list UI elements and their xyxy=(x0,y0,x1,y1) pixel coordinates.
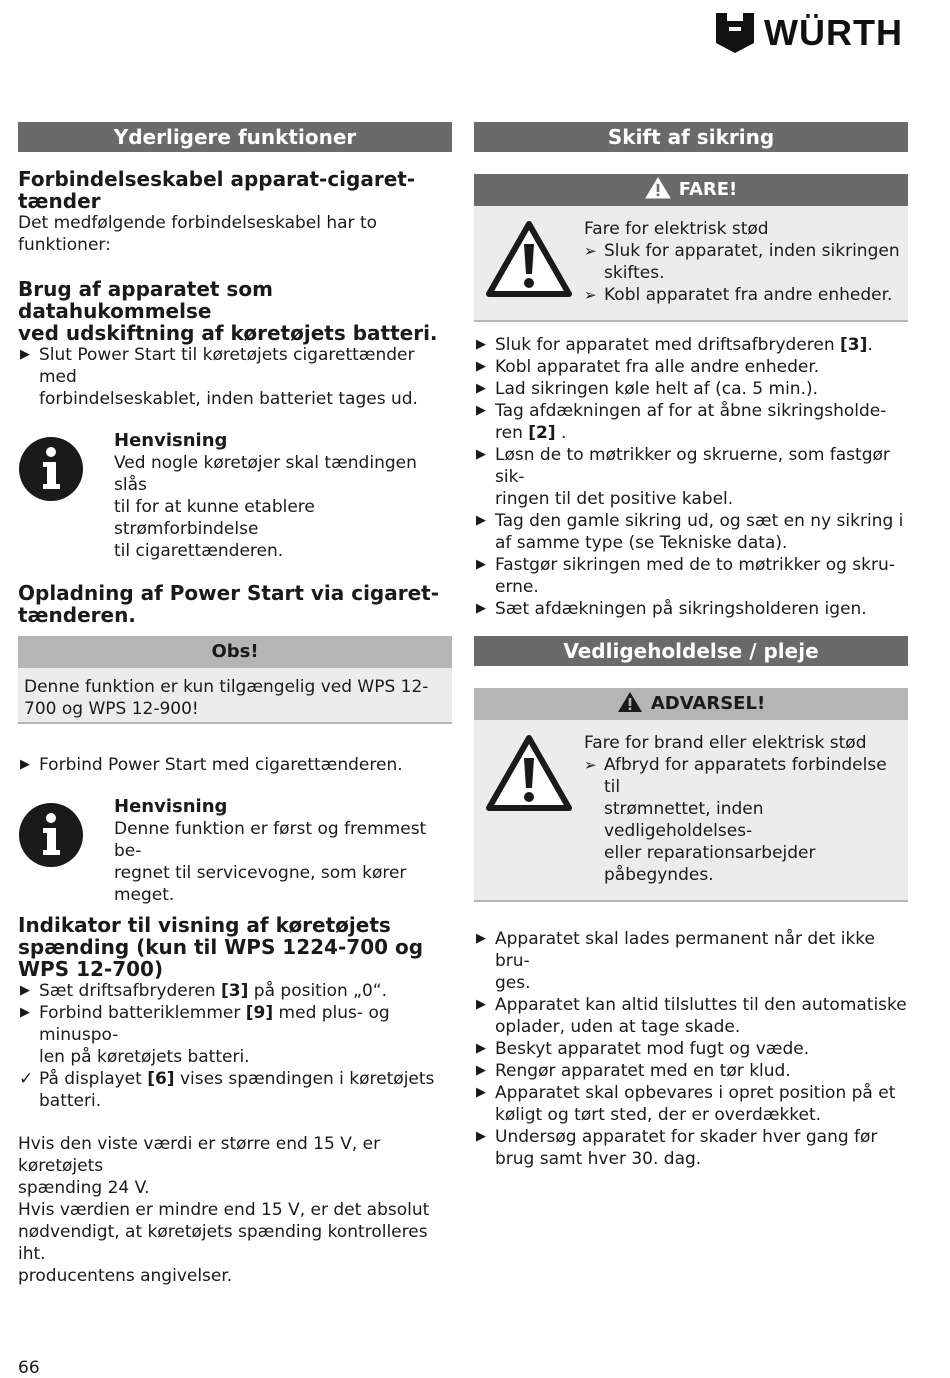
list-item-text: Tag afdækningen af for at åbne sikringsholde- xyxy=(495,401,887,421)
note-text-line: til cigarettænderen. xyxy=(114,541,284,561)
list-item xyxy=(18,344,452,410)
list-item-text: Sluk for apparatet med driftsafbryderen xyxy=(495,335,841,355)
list-item-text: vises spændingen i køretøjets xyxy=(174,1069,435,1089)
warning-title: ADVARSEL! xyxy=(650,693,766,714)
cable-text-line-2: funktioner: xyxy=(18,235,111,255)
list-item-text: skiftes. xyxy=(604,263,665,283)
list-item xyxy=(474,378,908,400)
list-item-text: ringen til det positive kabel. xyxy=(495,489,734,509)
warning-heading: Fare for brand eller elektrisk stød xyxy=(584,733,867,753)
list-item xyxy=(474,554,908,598)
list-item-text: brug samt hver 30. dag. xyxy=(495,1149,702,1169)
arrow-bullet-icon: ▶ xyxy=(476,997,486,1012)
note-text-line: Ved nogle køretøjer skal tændingen slås xyxy=(114,453,417,495)
cable-heading-line-1: Forbindelseskabel apparat-cigaret- xyxy=(18,167,416,191)
section-title-additional-functions: Yderligere funktioner xyxy=(18,122,452,152)
list-item-text: strømnettet, inden vedligeholdelses- xyxy=(604,799,764,841)
list-item-text: len på køretøjets batteri. xyxy=(39,1047,250,1067)
voltage-paragraph xyxy=(18,1133,452,1287)
paragraph-line: producentens angivelser. xyxy=(18,1266,233,1286)
left-column xyxy=(18,122,452,1287)
danger-title: FARE! xyxy=(678,179,738,200)
danger-box xyxy=(474,174,908,322)
list-item xyxy=(474,1082,908,1126)
memory-list xyxy=(18,344,452,410)
list-item-text: forbindelseskablet, inden batteriet tages ud. xyxy=(39,389,418,409)
indicator-heading-line-1: Indikator til visning af køretøjets xyxy=(18,913,391,937)
list-item-text: Forbind batteriklemmer xyxy=(39,1003,246,1023)
list-item xyxy=(474,928,908,994)
list-item xyxy=(18,1068,452,1112)
list-item-text: påbegyndes. xyxy=(604,865,714,885)
right-column xyxy=(474,122,908,1170)
warning-body xyxy=(474,720,908,902)
list-item-text: . xyxy=(555,423,567,443)
list-item-text: Undersøg apparatet for skader hver gang før xyxy=(495,1127,878,1147)
arrow-bullet-icon: ▶ xyxy=(476,337,486,352)
wurth-logo-mark-icon xyxy=(716,13,754,53)
list-item xyxy=(474,356,908,378)
arrow-bullet-icon: ▶ xyxy=(476,513,486,528)
cable-heading xyxy=(18,168,452,212)
note-box-1 xyxy=(18,430,452,562)
list-item xyxy=(474,510,908,554)
note-title: Henvisning xyxy=(114,796,228,817)
charge-heading xyxy=(18,582,452,626)
arrow-bullet-icon: ▶ xyxy=(476,931,486,946)
warning-header xyxy=(474,688,908,720)
chevron-right-icon: ➢ xyxy=(584,756,597,774)
memory-heading-line-1: Brug af apparatet som datahukommelse xyxy=(18,277,273,323)
list-item-text: Tag den gamle sikring ud, og sæt en ny sikring i xyxy=(495,511,904,531)
obs-body xyxy=(18,668,452,724)
list-item-text: På displayet xyxy=(39,1069,148,1089)
component-ref: [6] xyxy=(147,1069,175,1089)
list-item-text: Fastgør sikringen med de to møtrikker og skru- xyxy=(495,555,895,575)
charge-heading-line-1: Opladning af Power Start via cigaret- xyxy=(18,581,440,605)
component-ref: [2] xyxy=(528,423,556,443)
arrow-bullet-icon: ▶ xyxy=(476,1041,486,1056)
arrow-bullet-icon: ▶ xyxy=(476,381,486,396)
indicator-list xyxy=(18,980,452,1112)
danger-header xyxy=(474,174,908,206)
list-item xyxy=(18,754,452,776)
list-item-text: Apparatet skal opbevares i opret position på et xyxy=(495,1083,896,1103)
list-item-text: Sæt afdækningen på sikringsholderen igen. xyxy=(495,599,867,619)
list-item-text: Rengør apparatet med en tør klud. xyxy=(495,1061,791,1081)
info-icon xyxy=(18,796,114,906)
list-item-text: eller reparationsarbejder xyxy=(604,843,816,863)
arrow-bullet-icon: ▶ xyxy=(20,347,30,362)
warning-triangle-icon xyxy=(474,218,584,306)
arrow-bullet-icon: ▶ xyxy=(476,359,486,374)
list-item-text: med plus- og minuspo- xyxy=(39,1003,390,1045)
warning-small-icon xyxy=(645,177,671,199)
list-item xyxy=(474,444,908,510)
obs-title: Obs! xyxy=(18,636,452,668)
arrow-bullet-icon: ▶ xyxy=(476,1085,486,1100)
charge-heading-line-2: tænderen. xyxy=(18,603,136,627)
memory-heading xyxy=(18,278,452,344)
list-item xyxy=(474,1038,908,1060)
note-box-2 xyxy=(18,796,452,906)
list-item xyxy=(584,754,908,886)
list-item-text: oplader, uden at tage skade. xyxy=(495,1017,741,1037)
list-item xyxy=(474,1060,908,1082)
info-icon xyxy=(18,430,114,562)
list-item-text: Forbind Power Start med cigarettænderen. xyxy=(39,755,403,775)
list-item xyxy=(474,400,908,444)
indicator-heading-line-3: WPS 12-700) xyxy=(18,957,164,981)
arrow-bullet-icon: ▶ xyxy=(476,557,486,572)
list-item-text: Beskyt apparatet mod fugt og væde. xyxy=(495,1039,810,1059)
warning-box xyxy=(474,688,908,902)
charge-list xyxy=(18,754,452,776)
list-item-text: Afbryd for apparatets forbindelse til xyxy=(604,755,887,797)
care-list xyxy=(474,928,908,1170)
list-item-text: . xyxy=(867,335,873,355)
note-title: Henvisning xyxy=(114,430,228,451)
list-item xyxy=(474,334,908,356)
obs-box xyxy=(18,636,452,724)
list-item-text: Sluk for apparatet, inden sikringen xyxy=(604,241,900,261)
check-icon: ✓ xyxy=(19,1069,34,1089)
paragraph-line: nødvendigt, at køretøjets spænding kontrolleres iht. xyxy=(18,1222,428,1264)
list-item-text: Løsn de to møtrikker og skruerne, som fastgør sik- xyxy=(495,445,890,487)
list-item xyxy=(474,598,908,620)
list-item-text: af samme type (se Tekniske data). xyxy=(495,533,788,553)
section-title-maintenance: Vedligeholdelse / pleje xyxy=(474,636,908,666)
component-ref: [3] xyxy=(840,335,868,355)
arrow-bullet-icon: ▶ xyxy=(476,447,486,462)
list-item xyxy=(18,1002,452,1068)
list-item xyxy=(474,994,908,1038)
list-item-text: Lad sikringen køle helt af (ca. 5 min.). xyxy=(495,379,819,399)
page-number: 66 xyxy=(18,1358,40,1378)
brand-name: WÜRTH xyxy=(764,12,903,53)
cable-text-line-1: Det medfølgende forbindelseskabel har to xyxy=(18,213,378,233)
arrow-bullet-icon: ▶ xyxy=(20,1005,30,1020)
indicator-heading-line-2: spænding (kun til WPS 1224-700 og xyxy=(18,935,424,959)
chevron-right-icon: ➢ xyxy=(584,286,597,304)
warning-small-icon xyxy=(617,691,643,713)
arrow-bullet-icon: ▶ xyxy=(20,983,30,998)
list-item-text: ges. xyxy=(495,973,531,993)
list-item-text: Apparatet skal lades permanent når det ikke bru- xyxy=(495,929,875,971)
danger-heading: Fare for elektrisk stød xyxy=(584,219,769,239)
list-item-text: Kobl apparatet fra alle andre enheder. xyxy=(495,357,820,377)
list-item-text: køligt og tørt sted, der er overdækket. xyxy=(495,1105,822,1125)
list-item xyxy=(18,980,452,1002)
fuse-steps-list xyxy=(474,334,908,620)
obs-text-line: 700 og WPS 12-900! xyxy=(24,699,199,719)
arrow-bullet-icon: ▶ xyxy=(476,403,486,418)
arrow-bullet-icon: ▶ xyxy=(476,601,486,616)
list-item-text: Sæt driftsafbryderen xyxy=(39,981,222,1001)
note-text-line: til for at kunne etablere strømforbindelse xyxy=(114,497,315,539)
list-item xyxy=(584,240,900,284)
component-ref: [3] xyxy=(221,981,249,1001)
note-text-line: regnet til servicevogne, som kører meget. xyxy=(114,863,407,905)
paragraph-line: Hvis værdien er mindre end 15 V, er det absolut xyxy=(18,1200,430,1220)
arrow-bullet-icon: ▶ xyxy=(20,757,30,772)
list-item-text: Slut Power Start til køretøjets cigarettænder med xyxy=(39,345,415,387)
section-title-fuse: Skift af sikring xyxy=(474,122,908,152)
component-ref: [9] xyxy=(245,1003,274,1023)
paragraph-line: spænding 24 V. xyxy=(18,1178,150,1198)
list-item-text: Kobl apparatet fra andre enheder. xyxy=(604,285,893,305)
list-item-text: Apparatet kan altid tilsluttes til den automatiske xyxy=(495,995,907,1015)
list-item xyxy=(474,1126,908,1170)
note-text-line: Denne funktion er først og fremmest be- xyxy=(114,819,427,861)
list-item-text: på position „0“. xyxy=(248,981,387,1001)
list-item-text: ren xyxy=(495,423,529,443)
list-item xyxy=(584,284,900,306)
wurth-logo xyxy=(716,12,903,54)
arrow-bullet-icon: ▶ xyxy=(476,1129,486,1144)
obs-text-line: Denne funktion er kun tilgængelig ved WPS 12- xyxy=(24,677,429,697)
list-item-text: batteri. xyxy=(39,1091,102,1111)
paragraph-line: Hvis den viste værdi er større end 15 V, er køretøjets xyxy=(18,1134,381,1176)
chevron-right-icon: ➢ xyxy=(584,242,597,260)
memory-heading-line-2: ved udskiftning af køretøjets batteri. xyxy=(18,321,438,345)
warning-triangle-icon xyxy=(474,732,584,886)
cable-heading-line-2: tænder xyxy=(18,189,101,213)
list-item-text: erne. xyxy=(495,577,539,597)
danger-body xyxy=(474,206,908,322)
indicator-heading xyxy=(18,914,452,980)
arrow-bullet-icon: ▶ xyxy=(476,1063,486,1078)
